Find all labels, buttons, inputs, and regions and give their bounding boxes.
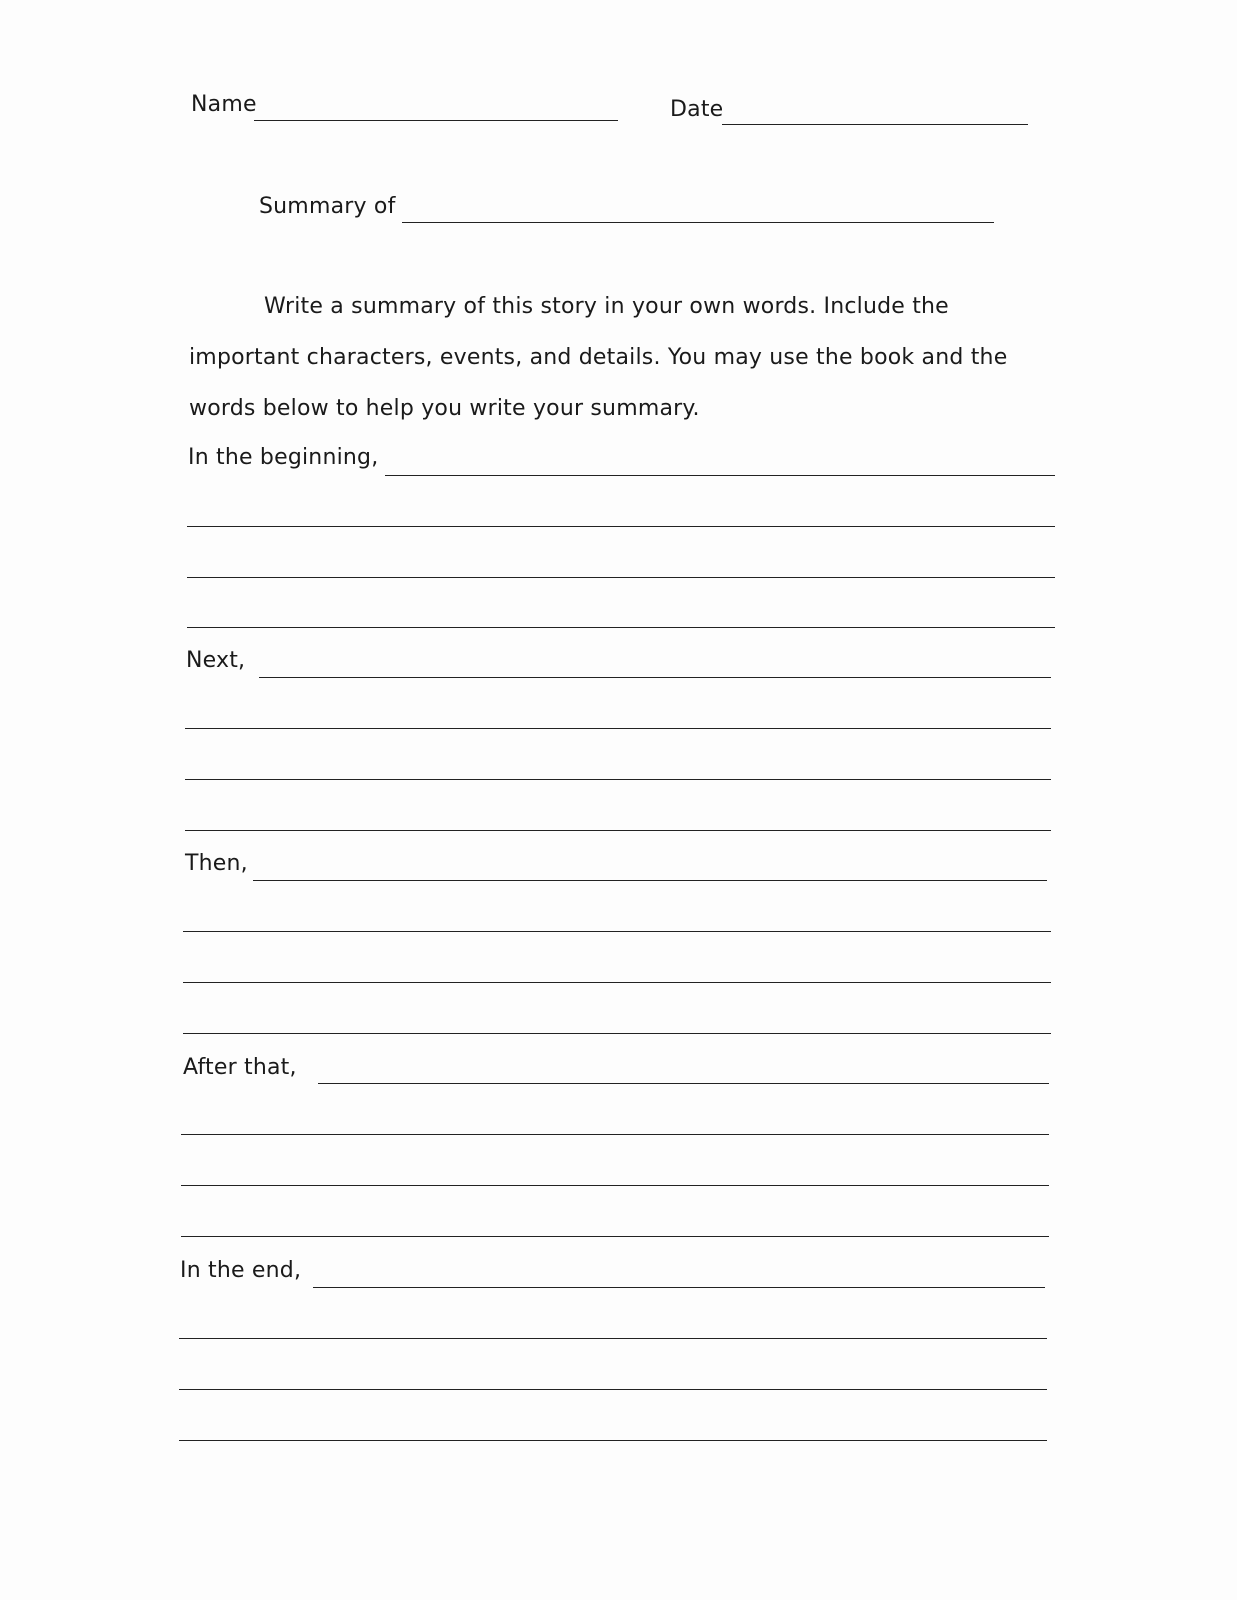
writing-line[interactable] (313, 1287, 1045, 1288)
date-label: Date (670, 97, 724, 122)
summary-of-label: Summary of (259, 194, 396, 219)
writing-line[interactable] (179, 1389, 1047, 1390)
writing-line[interactable] (183, 1033, 1051, 1034)
writing-line[interactable] (179, 1440, 1047, 1441)
writing-line[interactable] (181, 1236, 1049, 1237)
writing-line[interactable] (181, 1134, 1049, 1135)
section-label-then: Then, (185, 851, 248, 876)
writing-line[interactable] (187, 526, 1055, 527)
section-label-in-the-end: In the end, (180, 1258, 302, 1283)
writing-line[interactable] (259, 677, 1051, 678)
date-field-line[interactable] (722, 124, 1028, 125)
writing-line[interactable] (185, 830, 1051, 831)
instructions-line-1: Write a summary of this story in your own words. Include the (264, 294, 949, 319)
writing-line[interactable] (385, 475, 1055, 476)
writing-line[interactable] (187, 577, 1055, 578)
writing-line[interactable] (318, 1083, 1049, 1084)
writing-line[interactable] (253, 880, 1047, 881)
name-field-line[interactable] (254, 120, 618, 121)
writing-line[interactable] (179, 1338, 1047, 1339)
instructions-line-2: important characters, events, and details. You may use the book and the (189, 345, 1008, 370)
writing-line[interactable] (185, 728, 1051, 729)
summary-title-line[interactable] (402, 222, 994, 223)
section-label-after-that: After that, (183, 1055, 297, 1080)
instructions-line-3: words below to help you write your summary. (189, 396, 700, 421)
writing-line[interactable] (187, 627, 1055, 628)
writing-line[interactable] (185, 779, 1051, 780)
section-label-beginning: In the beginning, (188, 445, 379, 470)
writing-line[interactable] (181, 1185, 1049, 1186)
writing-line[interactable] (183, 931, 1051, 932)
writing-line[interactable] (183, 982, 1051, 983)
section-label-next: Next, (186, 648, 246, 673)
name-label: Name (191, 92, 257, 117)
